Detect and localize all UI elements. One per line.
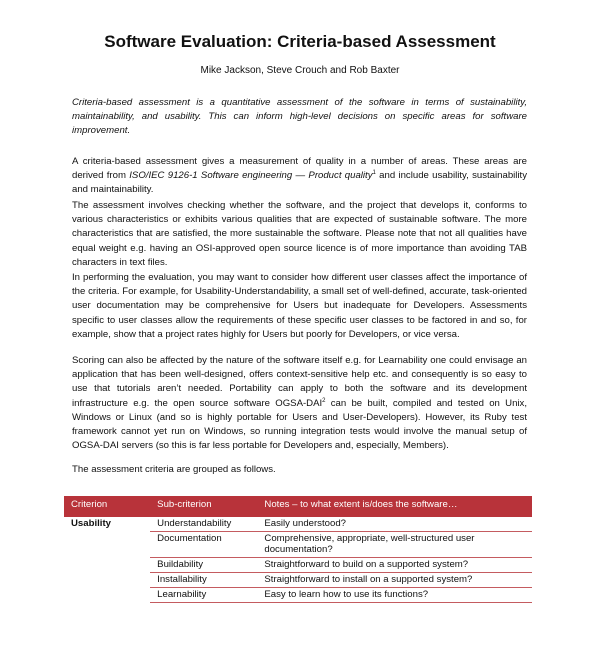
paragraph-2: The assessment involves checking whether the software, and the project that develops it, conforms to various characteristics or exhibits various qualities that are expected of sustainable software. The more characteristics that are satisfied, the more sustainable the software. Please note that not all qualities have equal weight e.g. having an OSI-approved open source licence is of more importance than avoiding TAB characters in text files. (72, 200, 527, 268)
criterion-cell (64, 532, 150, 558)
criterion-cell (64, 558, 150, 573)
sub-criterion-cell: Documentation (150, 532, 257, 558)
table-header-row (64, 496, 532, 517)
header-notes: Notes – to what extent is/does the software… (257, 496, 532, 517)
paragraph-4: Scoring can also be affected by the nature of the software itself e.g. for Learnability one could envisage an application that has been well-designed, offers context-sensitive help etc. and consequently is so easy to use that tutorials aren’t needed. Portability can apply to both the software and its development infrastructure e.g. the open source software OGSA-DAI$^2$ can be built, compiled and tested on Unix, Windows or Linux (and so is highly portable for Users and User-Developers). However, its Ruby test framework cannot yet run on Windows, so running integration tests would involve the manual setup of OGSA-DAI servers (so this is far less portable for Developers and, especially, Members). (72, 355, 527, 452)
header-sub-criterion: Sub-criterion (150, 496, 257, 517)
sub-criterion-cell: Installability (150, 573, 257, 588)
table-row (64, 532, 532, 558)
paragraph-5: The assessment criteria are grouped as follows. (72, 464, 276, 475)
notes-cell: Easily understood? (257, 517, 532, 532)
notes-cell: Easy to learn how to use its functions? (257, 588, 532, 603)
criteria-table (64, 496, 532, 603)
sub-criterion-cell: Learnability (150, 588, 257, 603)
criterion-cell (64, 588, 150, 603)
paragraph-3: In performing the evaluation, you may want to consider how different user classes affect the importance of the criteria. For example, for Usability-Understandability, a small set of well-defined, accurate, task-oriented user documentation may be comprehensive for Users but inadequate for Developers. Assessments specific to user classes allow the requirements of these specific user classes to be factored in and so, for example, show that a project rates highly for Users but poorly for Developers, or vice versa. (72, 272, 527, 340)
paragraph-1: A criteria-based assessment gives a measurement of quality in a number of areas. These areas are derived from ISO/IEC 9126-1 Software engineering — Product quality$^1$ and include usability, sustainability and maintainability. (72, 156, 528, 196)
sub-criterion-cell: Understandability (150, 517, 257, 532)
footnote-ref-1: 1 (372, 170, 376, 177)
notes-cell: Comprehensive, appropriate, well-structured user documentation? (257, 532, 532, 558)
table-row (64, 588, 532, 603)
document-title: Software Evaluation: Criteria-based Assessment (104, 32, 496, 51)
table-row (64, 573, 532, 588)
standard-reference: ISO/IEC 9126-1 Software engineering — Product quality (129, 170, 373, 182)
document-authors: Mike Jackson, Steve Crouch and Rob Baxter (200, 65, 400, 76)
footnote-ref-2: 2 (322, 397, 326, 404)
header-criterion: Criterion (64, 496, 150, 517)
sub-criterion-cell: Buildability (150, 558, 257, 573)
table-row (64, 517, 532, 532)
criterion-cell: Usability (71, 518, 111, 529)
table-row (64, 558, 532, 573)
notes-cell: Straightforward to build on a supported system? (257, 558, 532, 573)
abstract-paragraph: Criteria-based assessment is a quantitative assessment of the software in terms of sustainability, maintainability, and usability. This can inform high-level decisions on specific areas for software improvement. (72, 97, 527, 137)
criterion-cell (64, 573, 150, 588)
notes-cell: Straightforward to install on a supported system? (257, 573, 532, 588)
